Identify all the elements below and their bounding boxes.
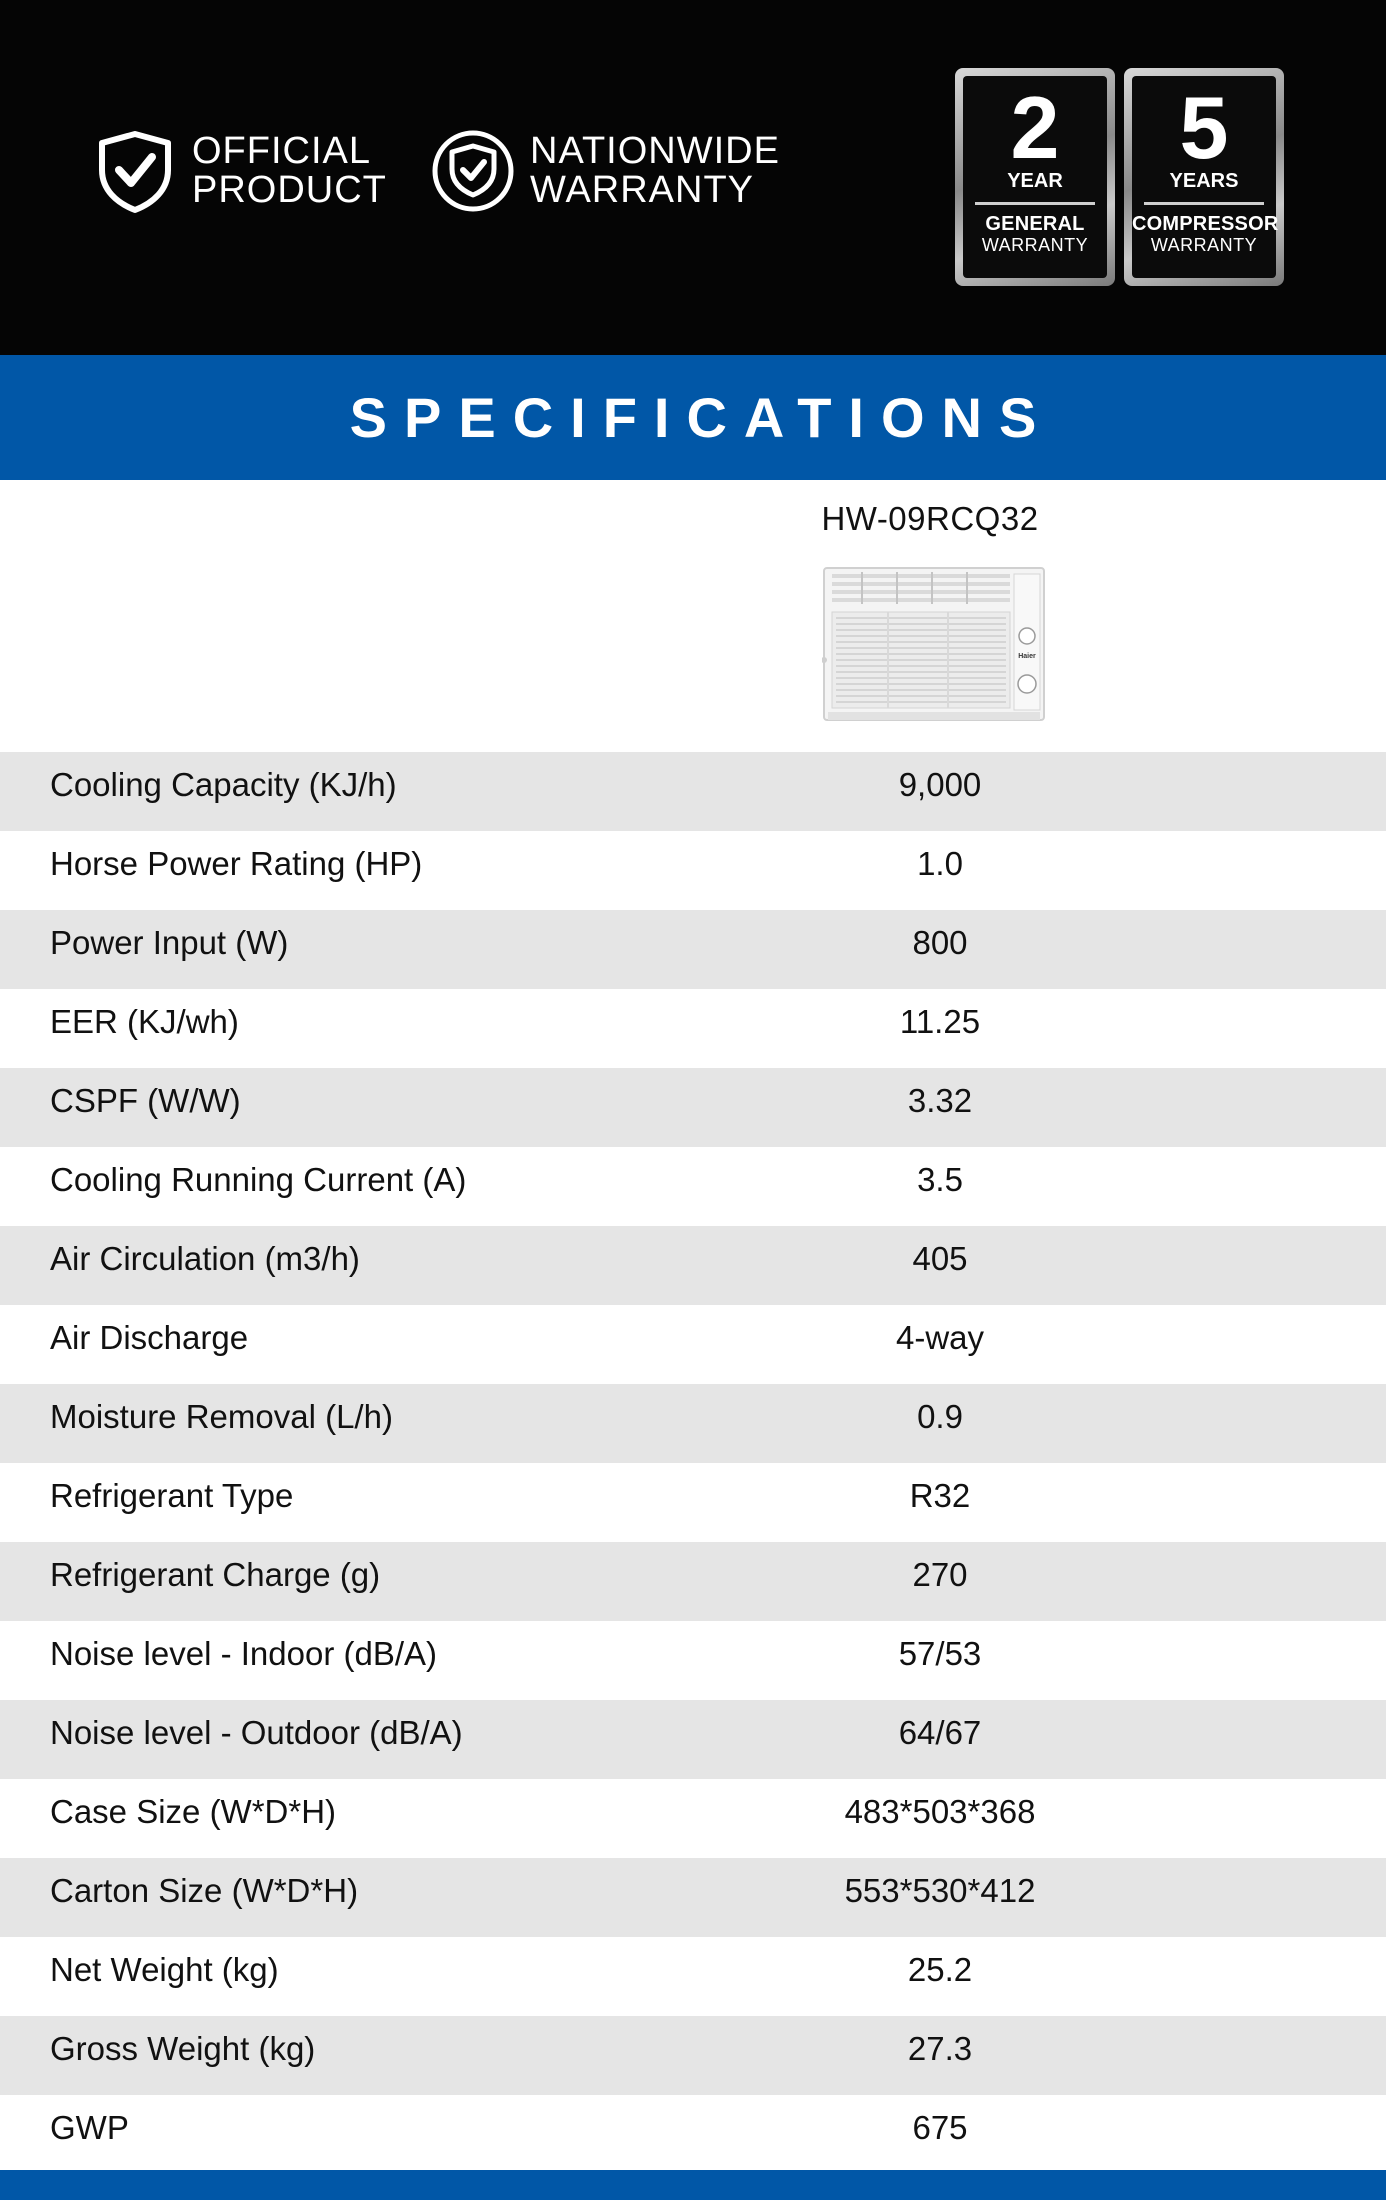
spec-row [0,1226,1386,1305]
spec-label: CSPF (W/W) [50,1082,241,1119]
spec-row [0,1937,1386,2016]
warranty-kind: GENERAL [985,213,1085,235]
spec-row [0,2095,1386,2174]
spec-row [0,1068,1386,1147]
shield-check-icon [92,128,178,214]
spec-row [0,1779,1386,1858]
nationwide-warranty-badge [430,128,780,214]
nationwide-warranty-label: NATIONWIDE WARRANTY [530,130,780,211]
spec-value: 3.5 [917,1161,963,1198]
spec-label: Refrigerant Type [50,1477,294,1514]
spec-label: Carton Size (W*D*H) [50,1872,359,1909]
spec-value: 27.3 [907,2030,973,2067]
general-warranty-card [955,68,1115,286]
spec-value: 1.0 [917,845,963,882]
spec-value: 675 [912,2109,968,2146]
spec-label: EER (KJ/wh) [50,1003,239,1040]
spec-label: Noise level - Indoor (dB/A) [50,1635,437,1672]
warranty-sub-label: WARRANTY [1150,235,1258,255]
spec-row [0,1858,1386,1937]
spec-value: 25.2 [907,1951,973,1988]
spec-row [0,1621,1386,1700]
spec-row [0,1542,1386,1621]
spec-value: R32 [909,1477,971,1514]
spec-row [0,752,1386,831]
warranty-years-unit: YEAR [1007,170,1063,192]
warranty-divider [975,202,1095,205]
brand-mark: Haier [1018,653,1036,660]
spec-row [0,910,1386,989]
spec-value: 64/67 [898,1714,982,1751]
official-product-label: OFFICIAL PRODUCT [192,130,387,211]
spec-label: Moisture Removal (L/h) [50,1398,393,1435]
warranty-years-unit: YEARS [1169,170,1239,192]
spec-label: Air Discharge [50,1319,249,1356]
spec-value: 0.9 [917,1398,963,1435]
specifications-banner [0,355,1386,480]
spec-value: 9,000 [898,766,982,803]
general-warranty-card-face [963,76,1107,278]
spec-row [0,1384,1386,1463]
spec-label: Air Circulation (m3/h) [50,1240,360,1277]
spec-label: Cooling Capacity (KJ/h) [50,766,397,803]
spec-label: Refrigerant Charge (g) [50,1556,381,1593]
warranty-years-number: 2 [1010,78,1060,177]
footer-bar [0,2170,1386,2200]
spec-label: Case Size (W*D*H) [50,1793,337,1830]
compressor-warranty-card-face [1132,76,1279,278]
warranty-divider [1144,202,1264,205]
spec-row [0,1463,1386,1542]
spec-value: 11.25 [899,1003,981,1040]
spec-value: 270 [912,1556,968,1593]
spec-table [0,752,1386,2174]
spec-label: GWP [50,2109,129,2146]
official-product-badge [92,128,387,214]
circle-check-icon [430,128,516,214]
spec-value: 57/53 [898,1635,982,1672]
spec-label: Gross Weight (kg) [50,2030,316,2067]
compressor-warranty-card [1124,68,1284,286]
warranty-sub-label: WARRANTY [981,235,1089,255]
spec-label: Horse Power Rating (HP) [50,845,423,882]
spec-value: 3.32 [907,1082,973,1119]
spec-row [0,1700,1386,1779]
spec-row [0,1305,1386,1384]
spec-row [0,1147,1386,1226]
spec-value: 483*503*368 [844,1793,1036,1830]
window-aircon-image [822,564,1046,724]
spec-value: 4-way [895,1319,985,1356]
spec-row [0,989,1386,1068]
spec-label: Power Input (W) [50,924,289,961]
spec-label: Noise level - Outdoor (dB/A) [50,1714,463,1751]
spec-value: 553*530*412 [844,1872,1036,1909]
spec-value: 405 [912,1240,968,1277]
spec-value: 800 [912,924,968,961]
model-name: HW-09RCQ32 [821,500,1039,537]
spec-row [0,831,1386,910]
header-bar [0,0,1386,355]
specifications-title: SPECIFICATIONS [349,386,1054,449]
spec-label: Cooling Running Current (A) [50,1161,467,1198]
spec-label: Net Weight (kg) [50,1951,279,1988]
warranty-kind: COMPRESSOR [1132,213,1279,235]
spec-row [0,2016,1386,2095]
warranty-years-number: 5 [1179,78,1229,177]
